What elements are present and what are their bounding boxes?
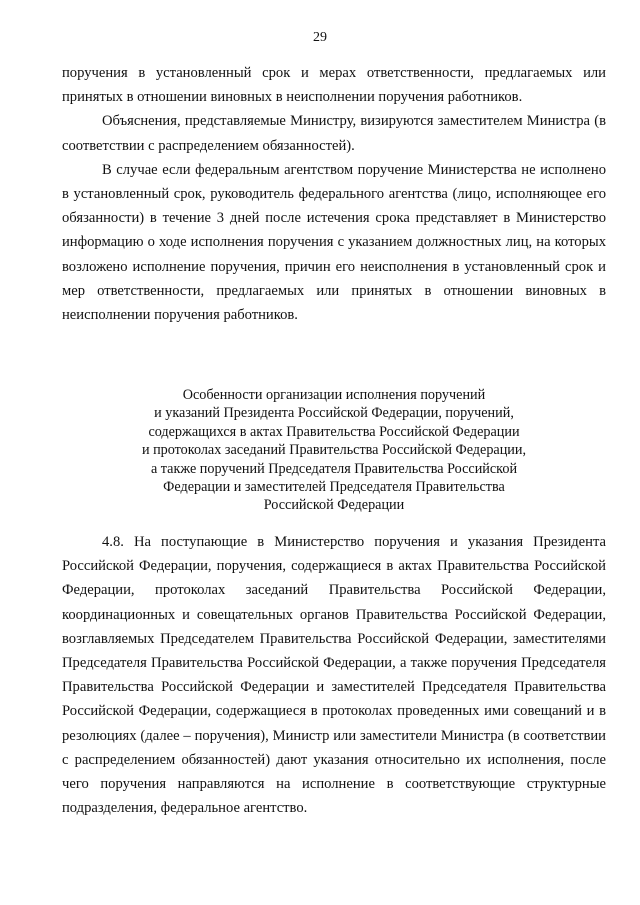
paragraph-agency-report: В случае если федеральным агентством поручение Министерства не исполнено в установленный срок, руководитель федерального агентства (лицо, исполняющее его обязанности) в течение 3 дней после истечения срока представляет в Министерство информацию о ходе исполнения поручения с указанием должностных лиц, на которых возложено исполнение поручения, причин его неисполнения в установленный срок и мер ответственности, предлагаемых или принятых в отношении виновных в неисполнении поручения работников.: [62, 161, 606, 324]
section-heading-line: содержащихся в актах Правительства Российской Федерации: [148, 423, 520, 440]
section-heading-line: и протоколах заседаний Правительства Российской Федерации,: [141, 442, 527, 459]
paragraph-4-8: 4.8. На поступающие в Министерство поручения и указания Президента Российской Федерации, поручения, содержащиеся в актах Правительства Российской Федерации, протоколах заседаний Правительства Российской Федерации, координационных и совещательных органов Правительства Российской Федерации, возглавляемых Председателем Правительства Российской Федерации, заместителями Председателя Правительства Российской Федерации, а также поручения Председателя Правительства Российской Федерации и заместителей Председателя Правительства Российской Федерации, содержащиеся в протоколах проведенных ими совещаний и в резолюциях (далее – поручения), Министр или заместители Министра (в соответствии с распределением обязанностей) дают указания относительно их исполнения, после чего поручения направляются на исполнение в соответствующие структурные подразделения, федеральное агентство.: [62, 534, 606, 817]
bottom-text-block: [62, 530, 606, 820]
section-heading-line: Особенности организации исполнения поручений: [182, 387, 486, 403]
top-text-block: [62, 61, 606, 327]
paragraph-explanations: Объяснения, представляемые Министру, визируются заместителем Министра (в соответствии с распределением обязанностей).: [62, 113, 606, 154]
paragraph-continuation: поручения в установленный срок и мерах ответственности, предлагаемых или принятых в отношении виновных в неисполнении поручения работников.: [62, 65, 606, 106]
section-heading-line: Федерации и заместителей Председателя Правительства: [163, 479, 505, 496]
section-heading-line: Российской Федерации: [263, 497, 405, 514]
section-heading-line: и указаний Президента Российской Федерации, поручений,: [154, 405, 514, 422]
section-heading-line: а также поручений Председателя Правительства Российской: [150, 460, 518, 477]
page-number: 29: [313, 30, 327, 45]
section-heading: [62, 386, 606, 515]
